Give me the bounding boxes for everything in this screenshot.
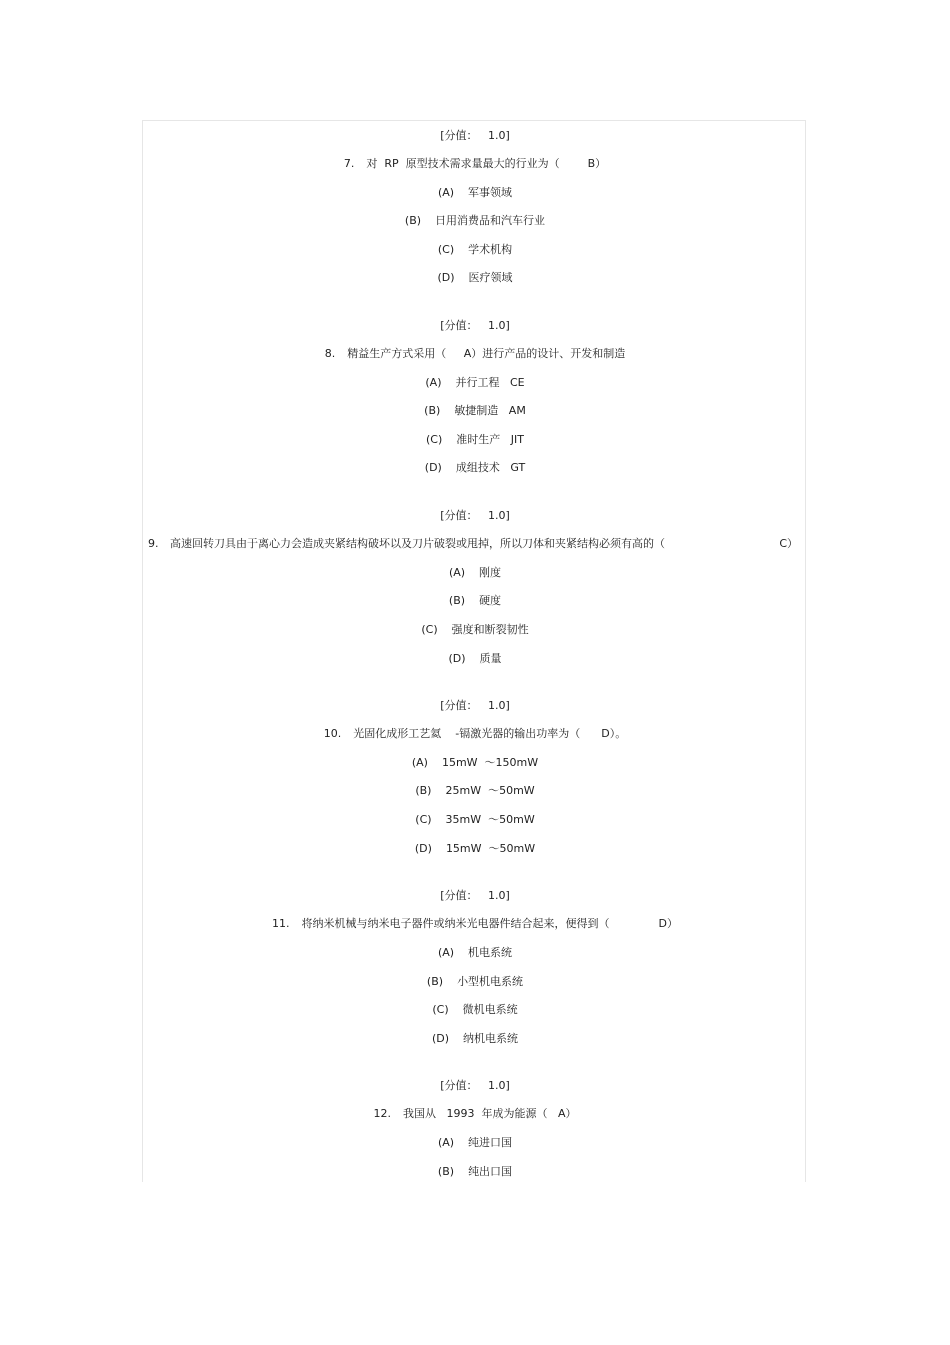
question-number: 12. <box>373 1107 391 1120</box>
option-text: 机电系统 <box>468 946 513 959</box>
option-d <box>0 652 950 666</box>
option-text: 医疗领域 <box>468 271 513 284</box>
option-a <box>0 566 950 580</box>
question-number: 9. <box>148 537 159 550</box>
score-label: [分值： 1.0] <box>440 129 510 142</box>
option-letter: (B) <box>437 1165 455 1178</box>
option-a <box>0 756 950 770</box>
option-c <box>0 623 950 637</box>
option-d <box>0 842 950 856</box>
option-text: 纳机电系统 <box>463 1032 519 1045</box>
option-text: 敏捷制造 AM <box>454 404 526 417</box>
option-text: 硬度 <box>479 594 502 607</box>
option-d <box>0 271 950 285</box>
score-label: [分值： 1.0] <box>440 889 510 902</box>
option-text: 纯出口国 <box>468 1165 513 1178</box>
option-text: 日用消费品和汽车行业 <box>435 214 546 227</box>
question-text: 精益生产方式采用（ A）进行产品的设计、开发和制造 <box>347 347 626 360</box>
option-b <box>0 214 950 228</box>
option-a <box>0 376 950 390</box>
question-answer: C） <box>779 537 798 550</box>
option-b <box>0 784 950 798</box>
option-letter: (C) <box>426 433 443 446</box>
option-a <box>0 946 950 960</box>
option-letter: (D) <box>424 461 442 474</box>
option-letter: (D) <box>448 652 466 665</box>
option-c <box>0 1003 950 1017</box>
option-d <box>0 1032 950 1046</box>
option-b <box>0 404 950 418</box>
option-letter: (D) <box>414 842 432 855</box>
question-text: 高速回转刀具由于离心力会造成夹紧结构破坏以及刀片破裂或甩掉，所以刀体和夹紧结构必须有高的（ <box>170 537 665 550</box>
option-letter: (B) <box>424 404 441 417</box>
option-letter: (B) <box>448 594 466 607</box>
question-12-stem <box>0 1107 950 1121</box>
option-d <box>0 461 950 475</box>
score-label: [分值： 1.0] <box>440 699 510 712</box>
option-text: 微机电系统 <box>462 1003 518 1016</box>
option-letter: (C) <box>415 813 432 826</box>
option-text: 15mW ～50mW <box>445 842 536 855</box>
score-label: [分值： 1.0] <box>440 1079 510 1092</box>
option-b <box>0 1165 950 1179</box>
option-b <box>0 975 950 989</box>
question-8-stem <box>0 347 950 361</box>
option-letter: (D) <box>437 271 455 284</box>
option-c <box>0 433 950 447</box>
option-letter: (D) <box>431 1032 450 1045</box>
option-text: 质量 <box>479 652 502 665</box>
question-text: 将纳米机械与纳米电子器件或纳米光电器件结合起来，便得到（ D） <box>301 917 678 930</box>
option-text: 强度和断裂韧性 <box>451 623 529 636</box>
option-text: 军事领域 <box>468 186 513 199</box>
option-a <box>0 186 950 200</box>
option-letter: (B) <box>404 214 422 227</box>
option-text: 25mW ～50mW <box>445 784 535 797</box>
option-text: 纯进口国 <box>468 1136 513 1149</box>
option-letter: (A) <box>437 186 455 199</box>
option-letter: (A) <box>411 756 428 769</box>
option-text: 15mW ～150mW <box>441 756 539 769</box>
option-letter: (A) <box>448 566 466 579</box>
question-text: 我国从 1993 年成为能源（ A） <box>403 1107 577 1120</box>
option-letter: (A) <box>425 376 442 389</box>
question-number: 11. <box>272 917 290 930</box>
option-letter: (C) <box>432 1003 449 1016</box>
question-10-stem <box>0 727 950 741</box>
question-number: 8. <box>324 347 336 360</box>
option-text: 准时生产 JIT <box>456 433 524 446</box>
option-text: 小型机电系统 <box>457 975 524 988</box>
option-c <box>0 813 950 827</box>
option-text: 学术机构 <box>468 243 513 256</box>
option-letter: (A) <box>437 946 455 959</box>
option-text: 成组技术 GT <box>455 461 526 474</box>
question-7-stem <box>0 157 950 171</box>
score-label: [分值： 1.0] <box>440 319 510 332</box>
option-text: 刚度 <box>479 566 502 579</box>
option-text: 并行工程 CE <box>455 376 525 389</box>
option-a <box>0 1136 950 1150</box>
score-label: [分值： 1.0] <box>440 509 510 522</box>
option-letter: (C) <box>421 623 438 636</box>
option-letter: (B) <box>426 975 444 988</box>
option-text: 35mW ～50mW <box>445 813 535 826</box>
question-number: 10. <box>323 727 342 740</box>
question-text: 对 RP 原型技术需求量最大的行业为（ B） <box>366 157 607 170</box>
question-text: 光固化成形工艺氦 -镉激光器的输出功率为（ D）。 <box>353 727 627 740</box>
option-letter: (C) <box>437 243 455 256</box>
option-c <box>0 243 950 257</box>
option-b <box>0 594 950 608</box>
question-number: 7. <box>343 157 355 170</box>
option-letter: (A) <box>437 1136 455 1149</box>
question-11-stem <box>0 917 950 931</box>
option-letter: (B) <box>415 784 432 797</box>
